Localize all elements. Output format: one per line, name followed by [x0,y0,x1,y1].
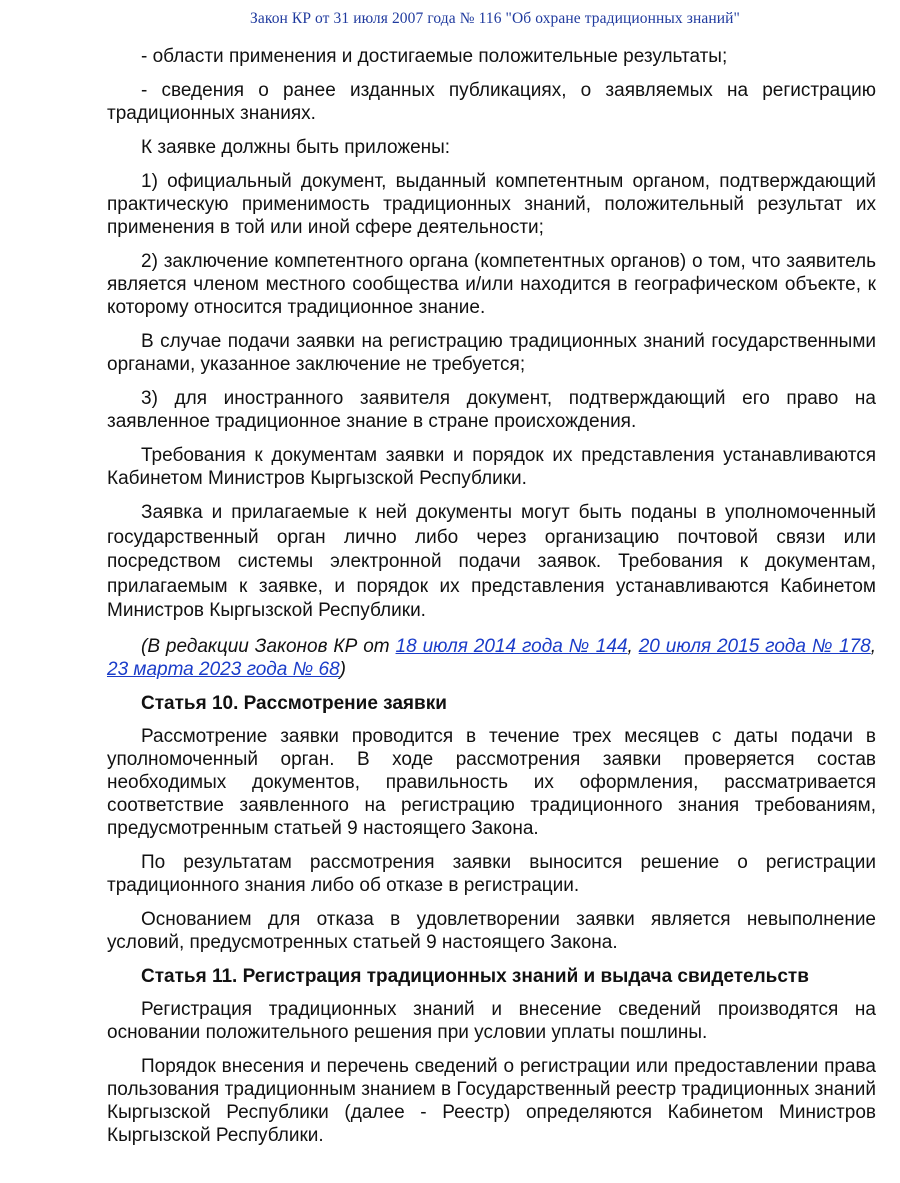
paragraph-publications: - сведения о ранее изданных публикациях, о заявляемых на регистрацию традиционных знаниях. [107,80,876,124]
amendment-separator: , [870,635,876,657]
paragraph-item-3: 3) для иностранного заявителя документ, подтверждающий его право на заявленное традиционное знание в стране происхождения. [107,388,876,432]
article-11-heading: Статья 11. Регистрация традиционных знаний и выдача свидетельств [141,965,809,987]
article-10-paragraph-1: Рассмотрение заявки проводится в течение трех месяцев с даты подачи в уполномоченный орган. В ходе рассмотрения заявки проверяется состав необходимых документов, правильность их оформления, рассматривается соответствие заявленного на регистрацию традиционного знания требованиям, предусмотренным статьей 9 настоящего Закона. [107,725,876,839]
paragraph-requirements: Требования к документам заявки и порядок их представления устанавливаются Кабинетом Министров Кыргызской Республики. [107,445,876,489]
amendment-prefix: (В редакции Законов КР от [141,635,396,657]
article-10-paragraph-2: По результатам рассмотрения заявки выносится решение о регистрации традиционного знания либо об отказе в регистрации. [107,851,876,896]
paragraph-application-areas: - области применения и достигаемые положительные результаты; [141,46,728,67]
running-header: Закон КР от 31 июля 2007 года № 116 "Об охране традиционных знаний" [250,10,740,27]
document-body [107,45,876,1158]
amendment-suffix: ) [339,658,346,680]
paragraph-item-2: 2) заключение компетентного органа (компетентных органов) о том, что заявитель является членом местного сообщества и/или находится в географическом объекте, к которому относится традиционное знание. [107,251,876,318]
paragraph-state-bodies: В случае подачи заявки на регистрацию традиционных знаний государственными органами, указанное заключение не требуется; [107,331,876,375]
amendment-link-2023[interactable]: 23 марта 2023 года № 68 [107,658,340,680]
paragraph-item-1: 1) официальный документ, выданный компетентным органом, подтверждающий практическую применимость традиционных знаний, положительный результат их применения в той или иной сфере деятельности; [107,171,876,238]
paragraph-submission: Заявка и прилагаемые к ней документы могут быть поданы в уполномоченный государственный орган лично либо через организацию почтовой связи или посредством системы электронной подачи заявок. Требования к документам, прилагаемым к заявке, и порядок их представления устанавливаются Кабинетом Министров Кыргызской Республики. [107,502,876,621]
article-11-paragraph-1: Регистрация традиционных знаний и внесение сведений производятся на основании положительного решения при условии уплаты пошлины. [107,998,876,1043]
article-10-heading: Статья 10. Рассмотрение заявки [141,692,447,714]
article-11-paragraph-2: Порядок внесения и перечень сведений о регистрации или предоставлении права пользования традиционным знанием в Государственный реестр традиционных знаний Кыргызской Республики (далее - Реестр) определяются Кабинетом Министров Кыргызской Республики. [107,1055,876,1146]
amendment-note [107,635,876,681]
article-10-paragraph-3: Основанием для отказа в удовлетворении заявки является невыполнение условий, предусмотренных статьей 9 настоящего Закона. [107,908,876,953]
amendment-link-2015[interactable]: 20 июля 2015 года № 178 [638,635,871,657]
amendment-link-2014[interactable]: 18 июля 2014 года № 144 [395,635,628,657]
paragraph-attachments-intro: К заявке должны быть приложены: [141,137,451,158]
amendment-separator: , [627,635,639,657]
